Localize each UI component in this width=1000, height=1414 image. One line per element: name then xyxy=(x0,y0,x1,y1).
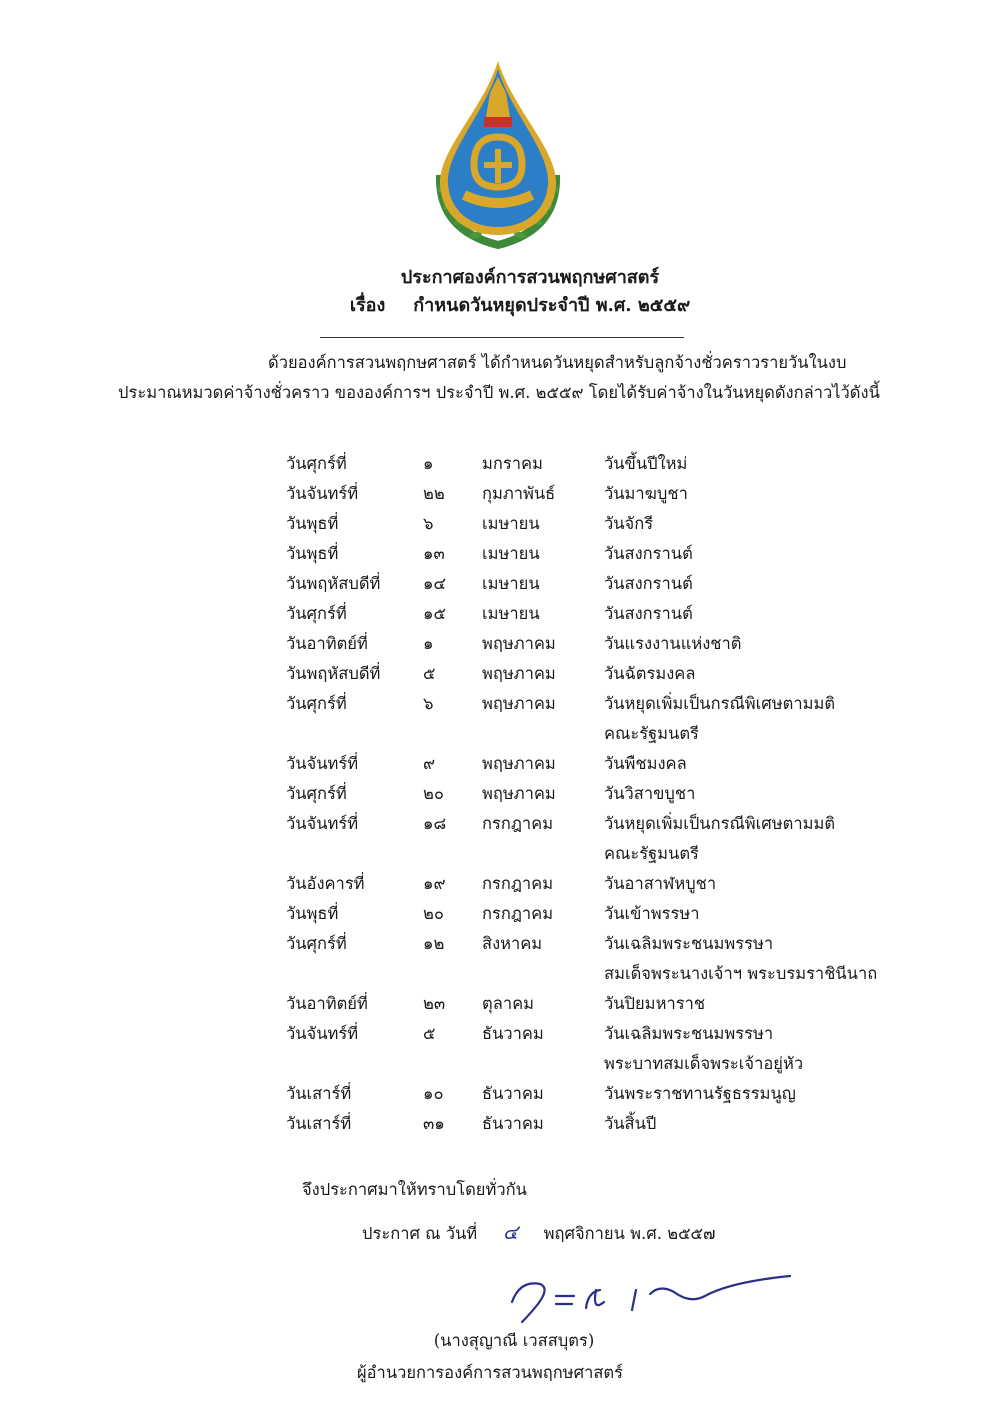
holiday-day: วันศุกร์ที่ xyxy=(286,454,347,473)
holiday-month: กรกฎาคม xyxy=(482,874,554,893)
holiday-month: พฤษภาคม xyxy=(482,664,556,683)
subject-text: กำหนดวันหยุดประจำปี พ.ศ. ๒๕๕๙ xyxy=(413,295,691,316)
holiday-name-continued: พระบาทสมเด็จพระเจ้าอยู่หัว xyxy=(604,1054,804,1073)
holiday-name: วันขึ้นปีใหม่ xyxy=(604,454,688,473)
title-divider xyxy=(320,337,684,338)
holiday-name-continued: คณะรัฐมนตรี xyxy=(604,844,699,863)
holiday-day: วันจันทร์ที่ xyxy=(286,1024,359,1043)
holiday-name: วันหยุดเพิ่มเป็นกรณีพิเศษตามมติ xyxy=(604,814,836,833)
holiday-name: วันเฉลิมพระชนมพรรษา xyxy=(604,1024,774,1043)
signer-position: ผู้อำนวยการองค์การสวนพฤกษศาสตร์ xyxy=(356,1363,624,1382)
holiday-day: วันจันทร์ที่ xyxy=(286,754,359,773)
holiday-name: วันสงกรานต์ xyxy=(604,604,693,623)
closing-notice: จึงประกาศมาให้ทราบโดยทั่วกัน xyxy=(302,1180,527,1199)
holiday-name: วันเฉลิมพระชนมพรรษา xyxy=(604,934,774,953)
holiday-day: วันจันทร์ที่ xyxy=(286,484,359,503)
holiday-date: ๖ xyxy=(423,514,434,533)
holiday-date: ๓๑ xyxy=(423,1114,445,1133)
holiday-name: วันอาสาฬหบูชา xyxy=(604,874,717,893)
signer-name: (นางสุญาณี เวสสบุตร) xyxy=(433,1331,595,1350)
subject-label: เรื่อง xyxy=(349,295,386,316)
announcement-title: ประกาศองค์การสวนพฤกษศาสตร์ xyxy=(400,267,660,288)
holiday-date: ๒๓ xyxy=(423,994,446,1013)
holiday-month: กรกฎาคม xyxy=(482,904,554,923)
holiday-month: พฤษภาคม xyxy=(482,754,556,773)
holiday-row xyxy=(286,629,906,659)
holiday-date: ๑ xyxy=(423,634,434,653)
holiday-month: ตุลาคม xyxy=(482,994,535,1013)
holiday-date: ๙ xyxy=(423,754,436,773)
holiday-day: วันจันทร์ที่ xyxy=(286,814,359,833)
holiday-date: ๑๔ xyxy=(423,574,446,593)
holiday-row xyxy=(286,1079,906,1109)
holiday-day: วันเสาร์ที่ xyxy=(286,1114,352,1133)
holiday-date: ๑๐ xyxy=(423,1084,444,1103)
holiday-name: วันมาฆบูชา xyxy=(604,484,688,503)
holiday-row xyxy=(286,509,906,539)
holiday-list xyxy=(286,449,906,1139)
holiday-month: พฤษภาคม xyxy=(482,634,556,653)
holiday-name: วันเข้าพรรษา xyxy=(604,904,700,923)
holiday-day: วันศุกร์ที่ xyxy=(286,694,347,713)
holiday-row xyxy=(286,449,906,479)
holiday-month: กรกฎาคม xyxy=(482,814,554,833)
holiday-day: วันศุกร์ที่ xyxy=(286,784,347,803)
holiday-date: ๖ xyxy=(423,694,434,713)
holiday-name: วันแรงงานแห่งชาติ xyxy=(604,634,742,653)
date-rest: พฤศจิกายน พ.ศ. ๒๕๕๗ xyxy=(543,1224,716,1243)
holiday-day: วันศุกร์ที่ xyxy=(286,934,347,953)
holiday-row xyxy=(286,899,906,929)
organization-logo xyxy=(418,55,578,255)
holiday-row xyxy=(286,779,906,809)
handwritten-signature xyxy=(500,1262,800,1337)
holiday-name: วันสงกรานต์ xyxy=(604,544,693,563)
holiday-name: วันปิยมหาราช xyxy=(604,994,706,1013)
holiday-name-continued: สมเด็จพระนางเจ้าฯ พระบรมราชินีนาถ xyxy=(604,964,878,983)
holiday-row xyxy=(286,749,906,779)
holiday-month: เมษายน xyxy=(482,544,540,563)
holiday-row xyxy=(286,539,906,569)
holiday-month: เมษายน xyxy=(482,604,540,623)
holiday-date: ๑๕ xyxy=(423,604,446,623)
holiday-day: วันพุธที่ xyxy=(286,514,339,533)
holiday-name: วันพระราชทานรัฐธรรมนูญ xyxy=(604,1084,796,1103)
holiday-day: วันอาทิตย์ที่ xyxy=(286,634,368,653)
holiday-month: พฤษภาคม xyxy=(482,694,556,713)
holiday-name: วันพืชมงคล xyxy=(604,754,687,773)
holiday-row xyxy=(286,1019,906,1079)
holiday-date: ๑๘ xyxy=(423,814,447,833)
holiday-row xyxy=(286,929,906,989)
holiday-name: วันวิสาขบูชา xyxy=(604,784,696,803)
date-prefix: ประกาศ ณ วันที่ xyxy=(362,1224,478,1243)
holiday-row xyxy=(286,989,906,1019)
holiday-date: ๕ xyxy=(423,664,436,683)
holiday-month: เมษายน xyxy=(482,574,540,593)
holiday-month: ธันวาคม xyxy=(482,1024,544,1043)
holiday-name-continued: คณะรัฐมนตรี xyxy=(604,724,699,743)
intro-paragraph: ด้วยองค์การสวนพฤกษศาสตร์ ได้กำหนดวันหยุดสำหรับลูกจ้างชั่วคราวรายวันในงบประมาณหมวดค่าจ้างชั่วคราว ขององค์การฯ ประจำปี พ.ศ. ๒๕๕๙ โดยได้รับค่าจ้างในวันหยุดดังกล่าวไว้ดังนี้ xyxy=(118,353,880,402)
holiday-month: ธันวาคม xyxy=(482,1084,544,1103)
date-day-handwritten: ๔ xyxy=(502,1220,518,1244)
holiday-date: ๒๐ xyxy=(423,904,444,923)
holiday-month: กุมภาพันธ์ xyxy=(482,484,556,503)
holiday-row xyxy=(286,1109,906,1139)
holiday-date: ๑๒ xyxy=(423,934,445,953)
holiday-month: พฤษภาคม xyxy=(482,784,556,803)
holiday-date: ๑ xyxy=(423,454,434,473)
holiday-name: วันฉัตรมงคล xyxy=(604,664,696,683)
holiday-day: วันพฤหัสบดีที่ xyxy=(286,574,381,593)
holiday-row xyxy=(286,599,906,629)
holiday-date: ๑๓ xyxy=(423,544,445,563)
holiday-name: วันสิ้นปี xyxy=(604,1114,657,1133)
holiday-month: มกราคม xyxy=(482,454,543,473)
holiday-day: วันพฤหัสบดีที่ xyxy=(286,664,381,683)
holiday-day: วันเสาร์ที่ xyxy=(286,1084,352,1103)
holiday-row xyxy=(286,809,906,869)
holiday-date: ๒๐ xyxy=(423,784,444,803)
holiday-date: ๑๙ xyxy=(423,874,446,893)
holiday-name: วันหยุดเพิ่มเป็นกรณีพิเศษตามมติ xyxy=(604,694,836,713)
holiday-month: เมษายน xyxy=(482,514,540,533)
holiday-day: วันพุธที่ xyxy=(286,544,339,563)
holiday-day: วันอังคารที่ xyxy=(286,874,365,893)
holiday-row xyxy=(286,569,906,599)
holiday-month: ธันวาคม xyxy=(482,1114,544,1133)
holiday-row xyxy=(286,869,906,899)
holiday-day: วันศุกร์ที่ xyxy=(286,604,347,623)
holiday-row xyxy=(286,689,906,749)
holiday-row xyxy=(286,479,906,509)
announcement-date xyxy=(362,1216,715,1248)
holiday-name: วันจักรี xyxy=(604,514,654,533)
holiday-day: วันพุธที่ xyxy=(286,904,339,923)
holiday-day: วันอาทิตย์ที่ xyxy=(286,994,368,1013)
holiday-row xyxy=(286,659,906,689)
holiday-month: สิงหาคม xyxy=(482,934,543,953)
holiday-name: วันสงกรานต์ xyxy=(604,574,693,593)
holiday-date: ๕ xyxy=(423,1024,436,1043)
holiday-date: ๒๒ xyxy=(423,484,445,503)
announcement-subject xyxy=(20,290,1000,319)
